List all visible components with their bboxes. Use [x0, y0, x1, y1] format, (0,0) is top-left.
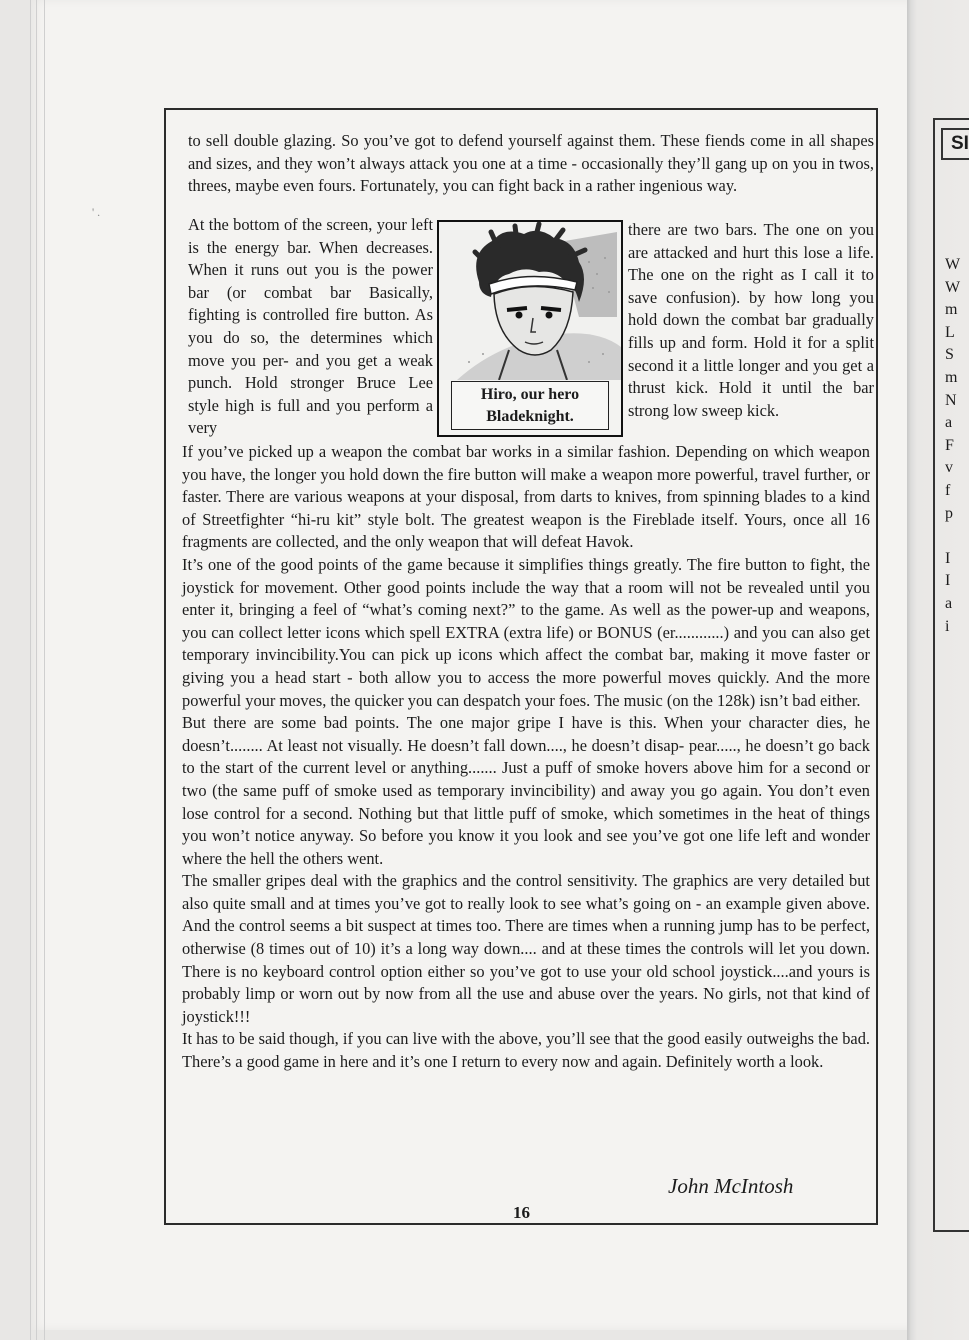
adjacent-letter: a [945, 414, 953, 432]
adjacent-letter: a [945, 594, 953, 612]
adjacent-page-text [945, 254, 969, 638]
right-column [628, 219, 874, 422]
adjacent-letter: f [945, 481, 951, 499]
author-signature: John McIntosh [668, 1174, 794, 1198]
caption-line: Bladeknight. [486, 408, 574, 425]
adjacent-letter: m [945, 301, 958, 319]
adjacent-letter: m [945, 368, 958, 386]
adjacent-letter: L [945, 323, 955, 341]
page-number: 16 [513, 1203, 530, 1222]
intro-paragraph: to sell double glazing. So you’ve got to defend yourself against them. These fiends come in all shapes and sizes, and they won’t always attack you one at a time - occasionally they’ll gang up on you in twos, threes, maybe even fours. Fortunately, you can fight back in a rather ingenious way. [188, 131, 874, 196]
adjacent-letter: I [945, 572, 951, 590]
article-body [182, 441, 870, 1074]
left-column-text: At the bottom of the screen, your left is the energy bar. When decreases. When it runs out you is the power bar (or combat bar Basically, fighting is controlled fire button. As you do so, the determines which move you per- and you get a weak punch. Hold stronger Bruce Lee style high is full and you perform a very [188, 215, 433, 438]
adjacent-letter: W [945, 278, 961, 296]
page-edge-line [44, 0, 45, 1340]
body-paragraph: If you’ve picked up a weapon the combat bar works in a similar fashion. Depending on which weapon you have, the longer you hold down the fire button will make a weapon more powerful, travel further, or faster. There are various weapons at your disposal, from darts to knives, from spinning blades to a kind of Streetfighter “hi-ru kit” style bolt. The greatest weapon is the Fireblade itself. Yours, once all 16 fragments are collected, and the only weapon that will defeat Havok. [182, 442, 870, 552]
body-paragraph: The smaller gripes deal with the graphics and the control sensitivity. The graphics are very detailed but also quite small and at times you’ve got to really look to see what’s going on - an example given above. And the control seems a bit suspect at times too. There are times when a running jump has to be perfect, otherwise (8 times out of 10) it’s a long way down.... and at these times the controls will let you down. There is no keyboard control option either so you’ve got to use your old school joystick....and yours is probably limp or worn out by now from all the use and abuse over the years. No girls, not that kind of joystick!!! [182, 871, 870, 1026]
figure-caption [451, 381, 609, 430]
right-column-text: there are two bars. The one on you are attacked and hurt this lose a life. The one on the right as I call it to save confusion). by how long you hold down the combat bar gradually fills up and form. Hold it for a split second it a little longer and you get a thrust kick. Hold it until the bar strong low sweep kick. [628, 220, 874, 420]
body-paragraph: But there are some bad points. The one major gripe I have is this. When your character dies, he doesn’t........ At least not visually. He doesn’t fall down...., he doesn’t disap- pear....., he doesn’t go back to the start of the current level or anything....... Just a puff of smoke hovers above him for a second or two (the same puff of smoke used as temporary invincibility) and away you go again. You don’t even lose control for a second. Nothing but that little puff of smoke, which sometimes in the heat of things you won’t notice anyway. So before you know it you look and see you’ve got one life left and wonder where the hell the others went. [182, 713, 870, 868]
margin-mark: ' . [92, 205, 101, 219]
body-paragraph: It’s one of the good points of the game because it simplifies things greatly. The fire button to fight, the joystick for movement. Other good points include the way that a room will not be revealed until you enter it, bringing a feel of “what’s coming next?” to the game. As well as the power-up and weapons, you can collect letter icons which spell EXTRA (extra life) or BONUS (er............) and you can also get temporary invincibility.You can pick up icons which affect the combat bar, making it move faster or giving you a head start - both allow you to access the more powerful moves quickly. And the more powerful your moves, the quicker you can despatch your foes. The music (on the 128k) isn’t bad either. [182, 554, 870, 710]
page-edge-line [36, 0, 37, 1340]
adjacent-letter: W [945, 256, 961, 273]
adjacent-letter: N [945, 391, 957, 409]
hero-figure [437, 220, 623, 437]
caption-line: Hiro, our hero [480, 386, 580, 403]
adjacent-letter [945, 525, 969, 548]
adjacent-page [907, 0, 969, 1340]
adjacent-letter: v [945, 459, 953, 477]
adjacent-letter: F [945, 436, 954, 454]
adjacent-letter: I [945, 549, 951, 567]
page-edge-line [30, 0, 31, 1340]
article-intro [188, 130, 874, 198]
adjacent-page-heading: SI [941, 128, 969, 160]
adjacent-letter: S [945, 346, 954, 364]
body-paragraph: It has to be said though, if you can live with the above, you’ll see that the good easily outweighs the bad. There’s a good game in here and it’s one I return to every now and again. Definitely worth a look. [182, 1029, 870, 1072]
left-column [188, 214, 433, 440]
adjacent-letter: p [945, 504, 953, 522]
hero-portrait-icon [439, 222, 621, 380]
adjacent-letter: i [945, 617, 950, 635]
